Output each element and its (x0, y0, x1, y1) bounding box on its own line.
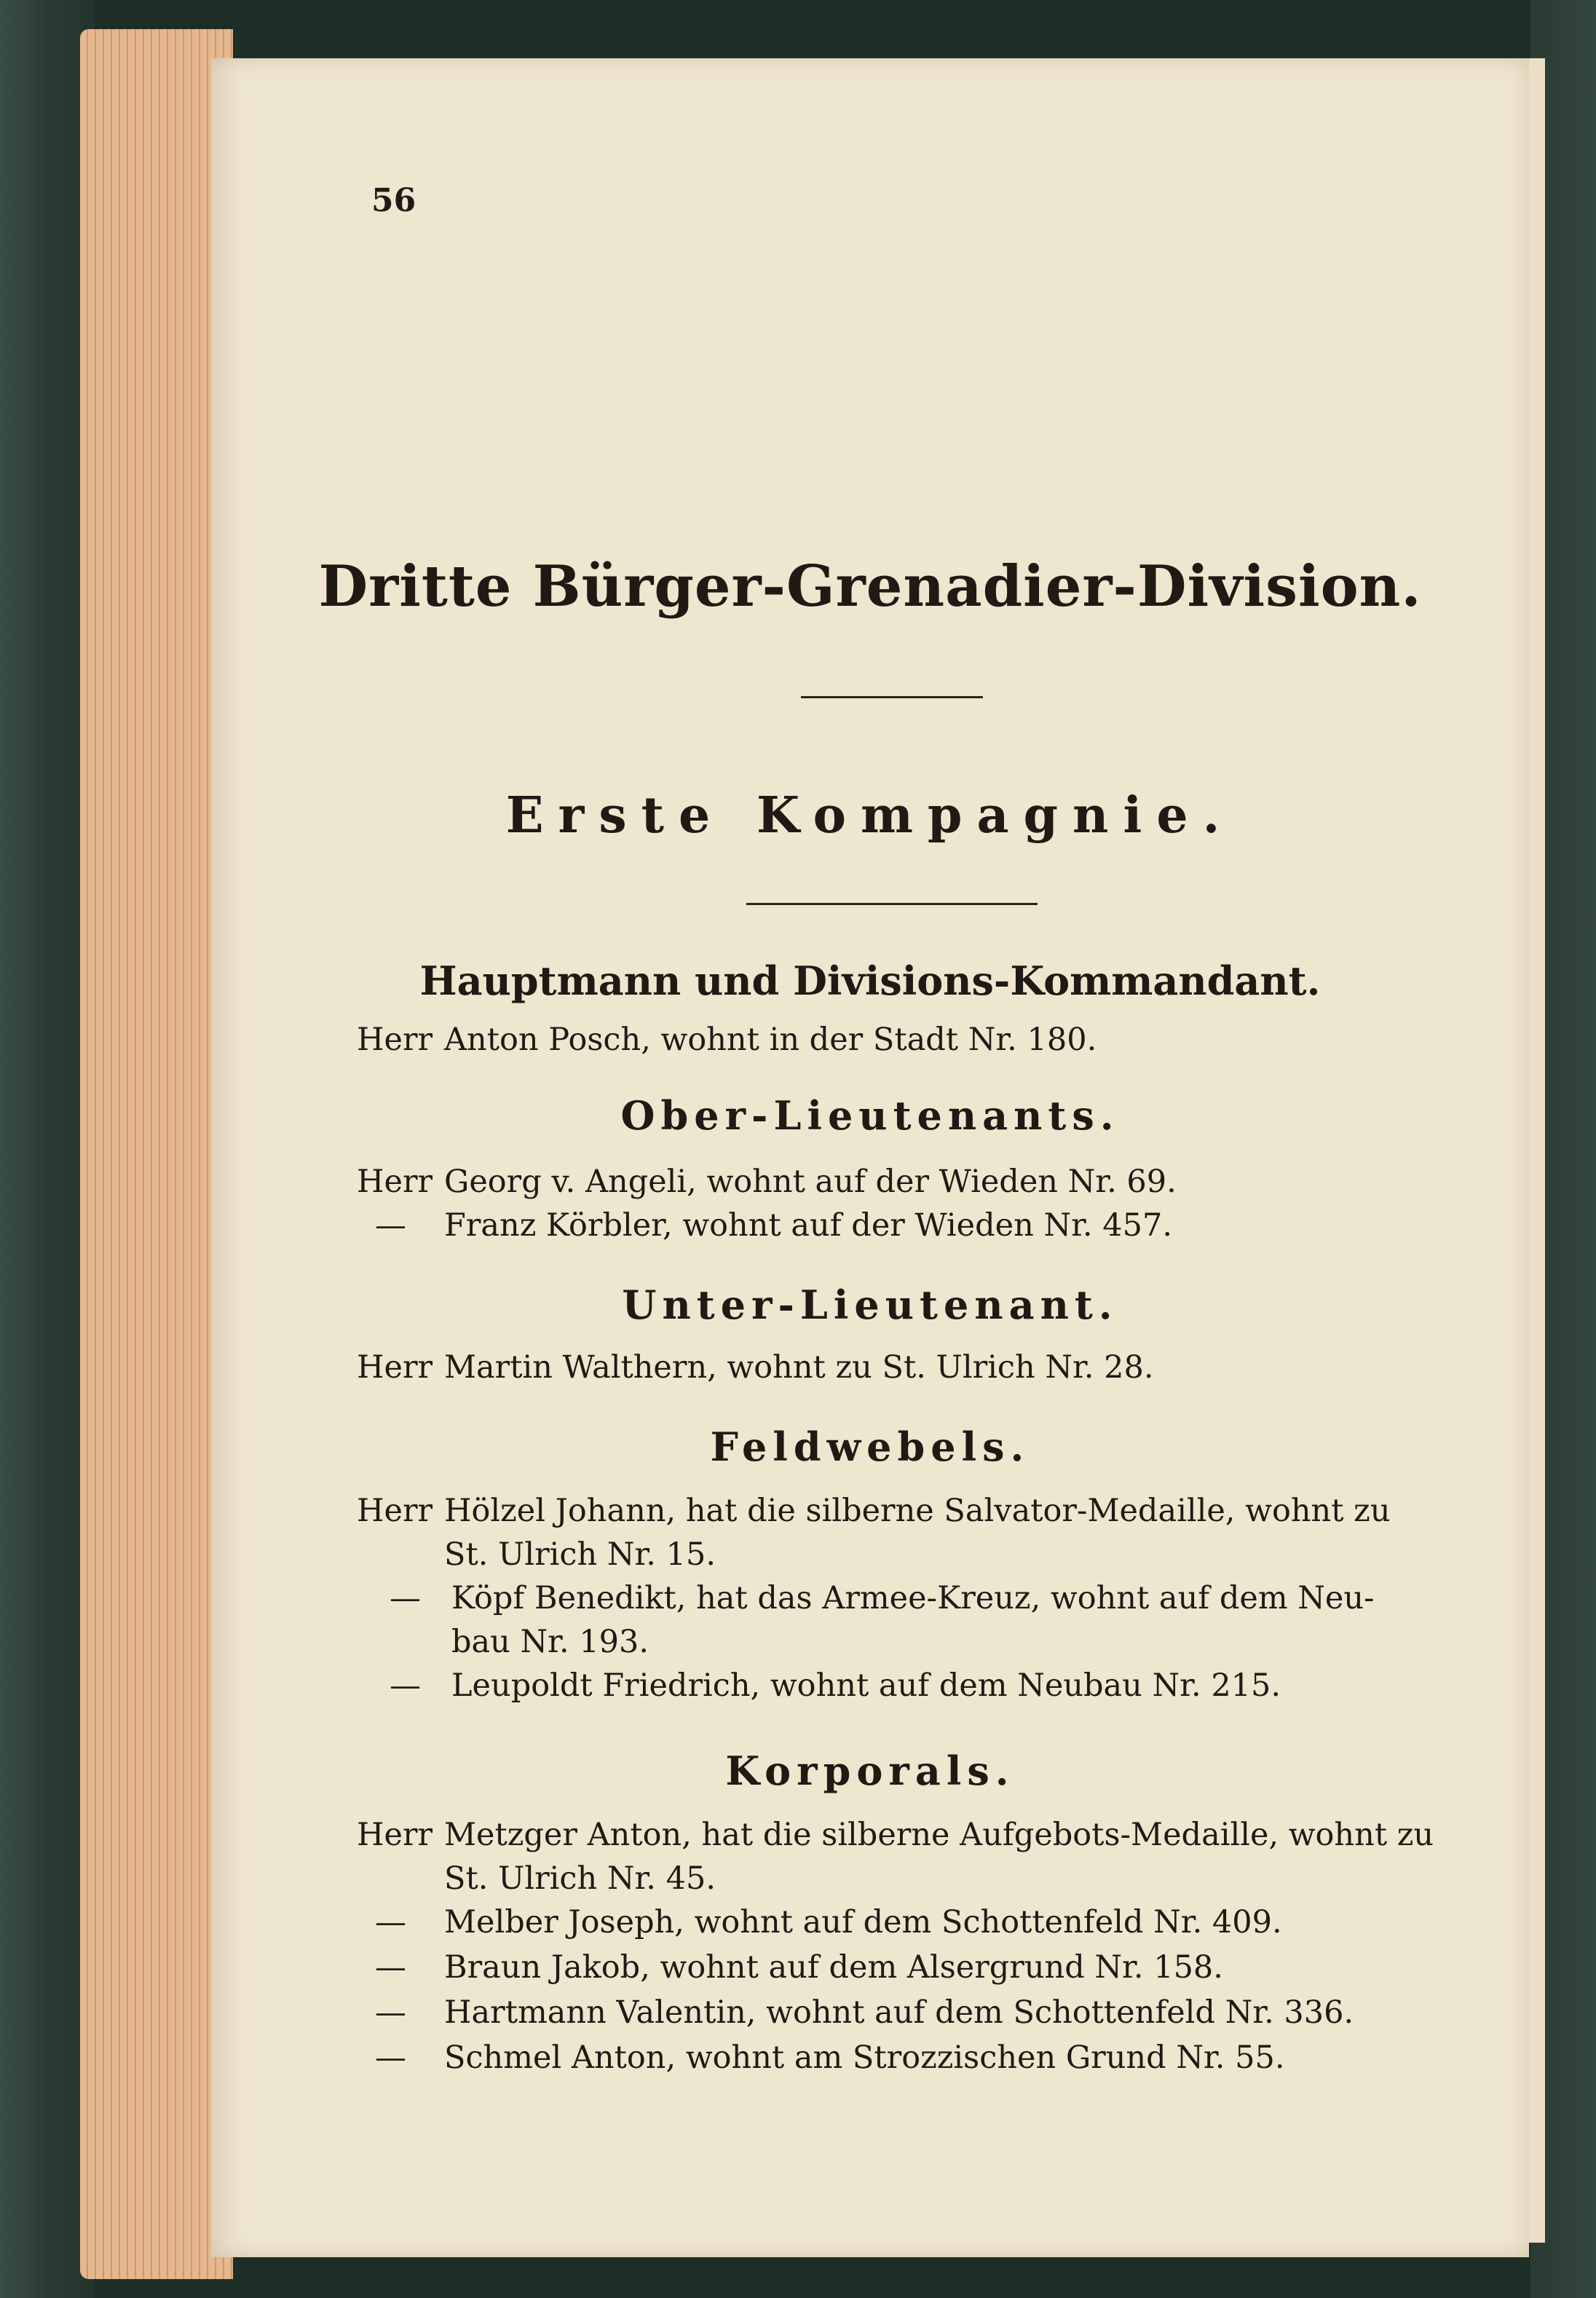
section-heading-hauptmann: Hauptmann und Divisions-Kommandant. (419, 957, 1321, 1004)
entry-text-continuation: St. Ulrich Nr. 45. (444, 1860, 716, 1897)
book-page (211, 58, 1529, 2257)
section-heading-feldwebels: Feldwebels. (710, 1424, 1030, 1470)
divider-rule (746, 903, 1038, 905)
division-title: Dritte Bürger-Grenadier-Division. (318, 553, 1422, 620)
section-heading-unter-lieutenant: Unter-Lieutenant. (622, 1282, 1118, 1328)
entry-prefix: Herr (357, 1349, 433, 1386)
entry-prefix: — (375, 1949, 406, 1986)
entry-text: Anton Posch, wohnt in der Stadt Nr. 180. (444, 1022, 1097, 1058)
page-edges (80, 29, 233, 2279)
entry-text: Hartmann Valentin, wohnt auf dem Schottenfeld Nr. 336. (444, 1994, 1354, 2031)
entry-prefix: Herr (357, 1022, 433, 1058)
entry-prefix: — (375, 2040, 406, 2076)
entry-text: Hölzel Johann, hat die silberne Salvator-Medaille, wohnt zu (444, 1493, 1391, 1529)
entry-text-continuation: St. Ulrich Nr. 15. (444, 1536, 716, 1573)
divider-rule (801, 696, 983, 698)
entry-text: Köpf Benedikt, hat das Armee-Kreuz, wohnt auf dem Neu- (451, 1580, 1375, 1616)
page-number: 56 (371, 182, 416, 219)
entry-text: Schmel Anton, wohnt am Strozzischen Grund Nr. 55. (444, 2040, 1285, 2076)
entry-prefix: Herr (357, 1817, 433, 1853)
entry-text: Metzger Anton, hat die silberne Aufgebots-Medaille, wohnt zu (444, 1817, 1434, 1853)
entry-text: Martin Walthern, wohnt zu St. Ulrich Nr. 28. (444, 1349, 1154, 1386)
section-heading-korporals: Korporals. (725, 1748, 1015, 1794)
section-heading-ober-lieutenants: Ober-Lieutenants. (620, 1092, 1120, 1139)
entry-text: Melber Joseph, wohnt auf dem Schottenfeld Nr. 409. (444, 1904, 1282, 1940)
entry-prefix: Herr (357, 1493, 433, 1529)
entry-text: Franz Körbler, wohnt auf der Wieden Nr. 457. (444, 1207, 1173, 1244)
entry-prefix: — (375, 1207, 406, 1244)
entry-text: Braun Jakob, wohnt auf dem Alsergrund Nr. 158. (444, 1949, 1223, 1986)
entry-text-continuation: bau Nr. 193. (451, 1624, 649, 1660)
entry-prefix: — (390, 1667, 421, 1704)
entry-prefix: Herr (357, 1164, 433, 1200)
company-title: Erste Kompagnie. (505, 786, 1235, 845)
entry-text: Leupoldt Friedrich, wohnt auf dem Neubau Nr. 215. (451, 1667, 1281, 1704)
entry-prefix: — (375, 1994, 406, 2031)
entry-prefix: — (390, 1580, 421, 1616)
entry-text: Georg v. Angeli, wohnt auf der Wieden Nr. 69. (444, 1164, 1177, 1200)
entry-prefix: — (375, 1904, 406, 1940)
